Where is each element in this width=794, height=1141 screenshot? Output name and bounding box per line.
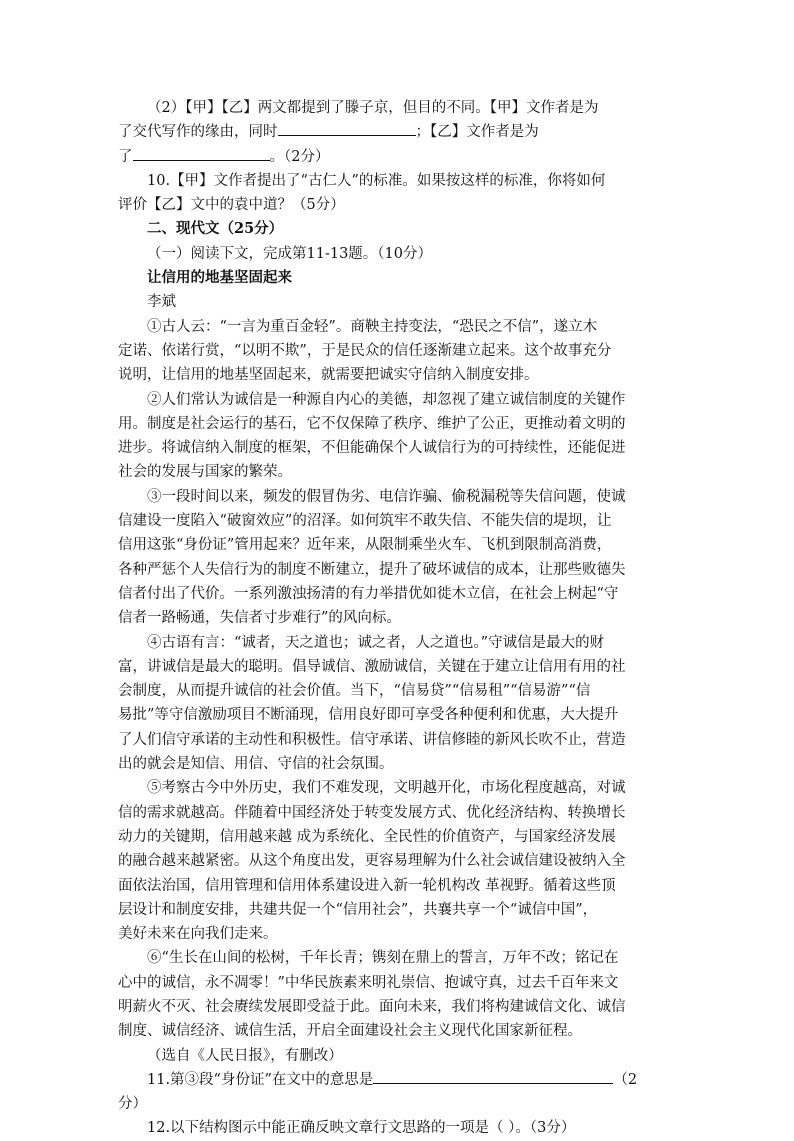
article-line: ④古语有言：“诚者，天之道也；诚之者，人之道也。”守诚信是最大的财 — [147, 634, 605, 651]
article-line: 动力的关键期，信用越来越 成为系统化、全民性的价值资产，与国家经济发展 — [118, 828, 616, 845]
article-line: 信者一路畅通，失信者寸步难行”的风向标。 — [118, 610, 401, 627]
article-line: 信者付出了代价。一系列激浊扬清的有力举措优如徙木立信，在社会上树起“守 — [118, 585, 619, 602]
article-line: 会制度，从而提升诚信的社会价值。当下，“信易贷”“信易租”“信易游”“信 — [118, 683, 591, 700]
article-line: 出的就会是知信、用信、守信的社会氛围。 — [118, 756, 394, 773]
section-subheading-text: （一）阅读下文，完成第11-13题。（10分） — [147, 245, 432, 262]
exam-page — [118, 96, 678, 1141]
article-line: 定诺、依诺行赏，“以明不欺”，于是民众的信任逐渐建立起来。这个故事充分 — [118, 342, 612, 359]
question-11-score-cont: 分） — [118, 1096, 147, 1113]
question-9-2-line-1 — [118, 96, 678, 120]
question-11-score: （2 — [613, 1071, 638, 1088]
article-line: 各种严惩个人失信行为的制度不断建立，提升了破坏诚信的成本，让那些败德失 — [118, 561, 626, 578]
article-line: 的融合越来越紧密。从这个角度出发，更容易理解为什么社会诚信建设被纳入全 — [118, 853, 626, 870]
article-line: 说明，让信用的地基坚固起来，就需要把诚实守信纳入制度安排。 — [118, 367, 539, 384]
question-12-line — [118, 1116, 678, 1140]
question-10-text-cont: 评价【乙】文中的袁中道？（5分） — [118, 197, 345, 214]
article-author-text: 李斌 — [147, 294, 176, 311]
article-line: 制度、诚信经济、诚信生活，开启全面建设社会主义现代化国家新征程。 — [118, 1023, 582, 1040]
answer-blank-9-2-a[interactable] — [278, 120, 416, 136]
answer-blank-11[interactable] — [373, 1068, 613, 1084]
article-line: 信的需求就越高。伴随着中国经济处于转变发展方式、优化经济结构、转换增长 — [118, 804, 626, 821]
section-subheading — [118, 242, 678, 266]
question-10-line-2 — [118, 193, 678, 217]
question-11-text: 11.第③段“身份证”在文中的意思是 — [147, 1071, 374, 1088]
question-12-text: 12.以下结构图示中能正确反映文章行文思路的一项是（ ）。（3分） — [147, 1120, 576, 1137]
article-line: 用。制度是社会运行的基石，它不仅保障了秩序、维护了公正，更推动着文明的 — [118, 415, 626, 432]
article-line: ⑤考察古今中外历史，我们不难发现，文明越开化，市场化程度越高，对诚 — [147, 780, 626, 797]
article-line: 了人们信守承诺的主动性和积极性。信守承诺、讲信修睦的新风长吹不止，营造 — [118, 731, 626, 748]
question-9-2-score: 。（2分） — [269, 148, 330, 165]
article-line: 层设计和制度安排，共建共促一个“信用社会”，共襄共享一个“诚信中国”， — [118, 901, 598, 918]
article-author — [118, 290, 678, 314]
article-source-text: （选自《人民日报》，有删改） — [147, 1047, 343, 1064]
article-line: 美好未来在向我们走来。 — [118, 926, 278, 943]
article-line: ②人们常认为诚信是一种源自内心的美德，却忽视了建立诚信制度的关键作 — [147, 391, 626, 408]
section-heading-text: 二、现代文（25分） — [147, 220, 284, 238]
article-line: 社会的发展与国家的繁荣。 — [118, 464, 292, 481]
article-source — [118, 1044, 678, 1068]
article-line: 富，讲诚信是最大的聪明。倡导诚信、激励诚信，关键在于建立让信用有用的社 — [118, 658, 626, 675]
article-line: 明薪火不灭、社会赓续发展即受益于此。面向未来，我们将构建诚信文化、诚信 — [118, 998, 626, 1015]
article-line: 信用这张“身份证”管用起来？近年来，从限制乘坐火车、飞机到限制高消费， — [118, 537, 612, 554]
article-body — [118, 315, 678, 1044]
question-9-2-line-3 — [118, 145, 678, 169]
article-line: 心中的诚信，永不凋零！”中华民族素来明礼崇信、抱诚守真，过去千百年来文 — [118, 974, 619, 991]
question-9-2-prefix: 了交代写作的缘由，同时 — [118, 124, 278, 141]
article-title-text: 让信用的地基坚固起来 — [147, 269, 292, 287]
question-9-2-line-2 — [118, 120, 678, 144]
article-line: ①古人云：“一言为重百金轻”。商鞅主持变法，“恐民之不信”，遂立木 — [147, 318, 598, 335]
article-title — [118, 266, 678, 290]
answer-blank-9-2-b[interactable] — [133, 145, 270, 161]
article-line: 面依法治国，信用管理和信用体系建设进入新一轮机构改 革视野。循着这些顶 — [118, 877, 616, 894]
article-line: 信建设一度陷入“破窗效应”的沼泽。如何筑牢不敢失信、不能失信的堤坝，让 — [118, 513, 612, 530]
question-9-2-middle: ；【乙】文作者是为 — [415, 124, 539, 141]
section-heading — [118, 217, 678, 241]
question-11-line-2 — [118, 1092, 678, 1116]
question-9-2-text: （2）【甲】【乙】两文都提到了滕子京，但目的不同。【甲】文作者是为 — [147, 100, 599, 116]
article-line: 进步。将诚信纳入制度的框架，不但能确保个人诚信行为的可持续性，还能促进 — [118, 440, 626, 457]
article-line: 易批”等守信激励项目不断涌现，信用良好即可享受各种便利和优惠，大大提升 — [118, 707, 619, 724]
article-line: ③一段时间以来，频发的假冒伪劣、电信诈骗、偷税漏税等失信问题，使诚 — [147, 488, 626, 505]
question-10-line-1 — [118, 169, 678, 193]
question-10-text: 10.【甲】文作者提出了“古仁人”的标准。如果按这样的标准，你将如何 — [147, 172, 606, 189]
question-11-line-1 — [118, 1068, 678, 1092]
question-9-2-lead: 了 — [118, 148, 133, 165]
article-line: ⑥“生长在山间的松树，千年长青；镌刻在鼎上的誓言，万年不改；铭记在 — [147, 950, 619, 967]
